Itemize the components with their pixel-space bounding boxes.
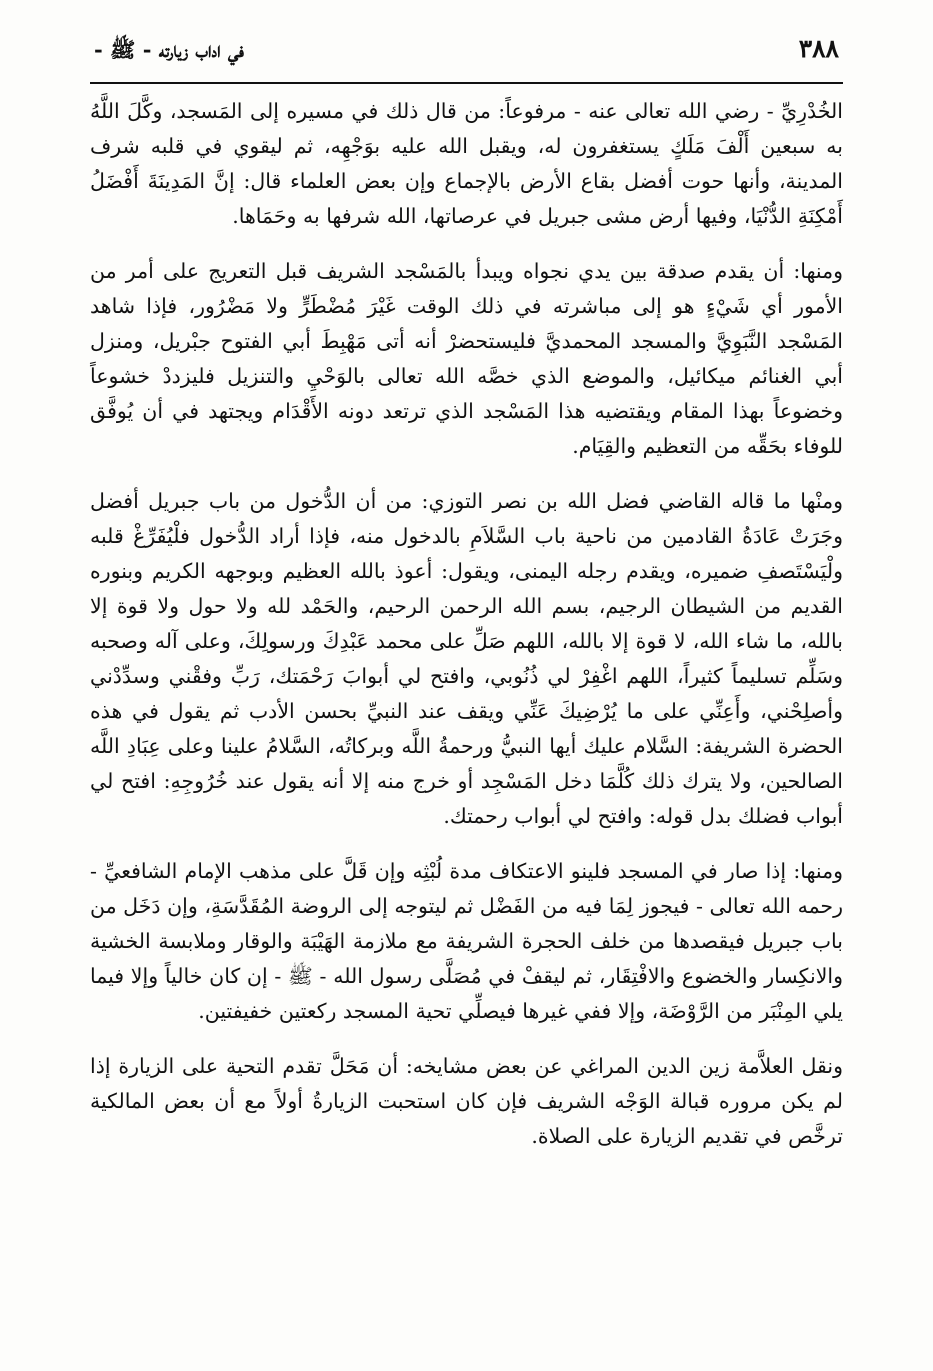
paragraph: ونقل العلاَّمة زين الدين المراغي عن بعض مشايخه: أن مَحَلَّ تقدم التحية على الزيارة إذا لم يكن مروره قبالة الوَجْه الشريف فإن كان استحبت الزيارةُ أولاً مع أن بعض المالكية ترخَّص في تقديم الزيارة على الصلاة. bbox=[90, 1054, 843, 1148]
page-body bbox=[90, 94, 843, 1154]
paragraph: ومنها: إذا صار في المسجد فلينو الاعتكاف مدة لُبْثِه وإن قَلَّ على مذهب الإمام الشافعيِّ - رحمه الله تعالى - فيجوز لِمَا فيه من الفَضْل ثم ليتوجه إلى الروضة المُقَدَّسَةِ، وإن دَخَل من باب جبريل فيقصدها من خلف الحجرة الشريفة مع ملازمة الهَيْبَة والوقار وملابسة الخشية والانكِسار والخضوع والافْتِقَار، ثم ليقفْ في مُصَلَّى رسول الله - ﷺ - إن كان خالياً وإلا فيما يلي المِنْبَر من الرَّوْضَة، وإلا ففي غيرها فيصلِّي تحية المسجد ركعتين خفيفتين. bbox=[90, 859, 843, 1023]
paragraph: ومنها: أن يقدم صدقة بين يدي نجواه ويبدأ بالمَسْجد الشريف قبل التعريج على أمر من الأمور أي شَيْءٍ هو إلى مباشرته في ذلك الوقت غَيْرَ مُضْطَرٍّ ولا مَضْرُور، فإذا شاهد المَسْجد النَّبَوِيَّ والمسجد المحمديَّ فليستحضرْ أنه أتى مَهْبِطَ أبي الفتوح جبْريل، ومنزل أبي الغنائم ميكائيل، والموضع الذي خصَّه الله تعالى بالوَحْيِ والتنزيل فليزددْ خشوعاً وخضوعاً بهذا المقام ويقتضيه هذا المَسْجد الذي ترتعد دونه الأَقْدَام ويجتهد في أن يُوفَّق للوفاء بحَقِّه من التعظيم والقِيَام. bbox=[90, 259, 843, 458]
header-rule bbox=[90, 82, 843, 84]
running-header bbox=[90, 34, 843, 78]
paragraph: ومنْها ما قاله القاضي فضل الله بن نصر التوزي: من أن الدُّخول من باب جبريل أفضل وجَرَتْ عَادَةُ القادمين من ناحية باب السَّلاَمِ بالدخول منه، فإذا أراد الدُّخول فلْيُفَرِّغْ قلبه ولْيَسْتَصفِ ضميره، ويقدم رجله اليمنى، ويقول: أعوذ بالله العظيم وبوجهه الكريم وبنوره القديم من الشيطان الرجيم، بسم الله الرحمن الرحيم، والحَمْد لله ولا حول ولا قوة إلا بالله، ما شاء الله، لا قوة إلا بالله، اللهم صَلِّ على محمد عَبْدِكَ ورسولِكَ، وعلى آله وصحبه وسَلِّم تسليماً كثيراً، اللهم اغْفِرْ لي ذُنُوبي، وافتح لي أبوابَ رَحْمَتك، رَبِّ وفقْني وسدِّدْني وأصلِحْني، وأَعِنِّي على ما يُرْضِيكَ عَنِّي ويقف عند النبيِّ بحسن الأدب ثم يقول في هذه الحضرة الشريفة: السَّلام عليك أيها النبيُّ ورحمةُ اللَّه وبركاتُه، السَّلامُ علينا وعلى عِبَادِ اللَّه الصالحين، ولا يترك ذلك كُلَّمَا دخل المَسْجِد أو خرج منه إلا أنه يقول عند خُرُوجِهِ: افتح لي أبواب فضلك بدل قوله: وافتح لي أبواب رحمتك. bbox=[90, 489, 843, 828]
paragraph: الخُدْرِيِّ - رضي الله تعالى عنه - مرفوعاً: من قال ذلك في مسيره إلى المَسجد، وكَّلَ اللَّهُ به سبعين أَلْفَ مَلَكٍ يستغفرون له، ويقبل الله عليه بوَجْهِه، ثم ليقوي في قلبه شرف المدينة، وأنها حوت أفضل بقاع الأرض بالإجماع وإن بعض العلماء قال: إنَّ المَدِينَةَ أَفْضَلُ أَمْكِنَةِ الدُّنْيَا، وفيها أرض مشى جبريل في عرصاتها، الله شرفها به وحَمَاها. bbox=[90, 99, 843, 228]
header-title: في اداب زيارته - ﷺ - bbox=[94, 37, 244, 62]
page-number: ٣٨٨ bbox=[798, 34, 839, 63]
